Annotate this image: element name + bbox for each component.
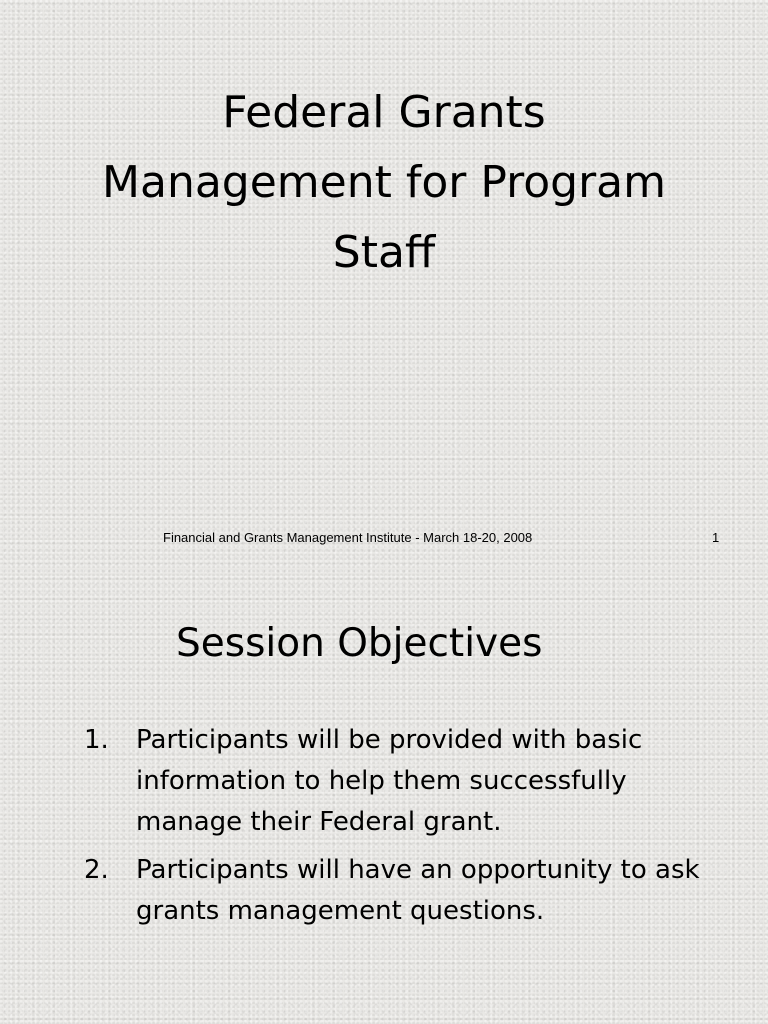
title-line: Management for Program <box>102 157 666 208</box>
slide-footer: Financial and Grants Management Institute - March 18-20, 2008 <box>163 530 533 545</box>
title-line: Federal Grants <box>222 87 546 138</box>
presentation-title <box>40 78 728 288</box>
item-number: 1. <box>84 725 109 755</box>
title-line: Staff <box>332 227 436 278</box>
item-text: Participants will be provided with basic information to help them successfully manage their Federal grant. <box>136 725 643 837</box>
item-text: Participants will have an opportunity to ask grants management questions. <box>136 855 700 926</box>
list-item <box>84 720 724 843</box>
slide-title: Session Objectives <box>176 621 543 666</box>
objectives-list <box>84 720 724 939</box>
objectives-slide <box>0 576 768 1024</box>
page-number: 1 <box>712 530 720 545</box>
item-number: 2. <box>84 855 109 885</box>
list-item <box>84 850 724 932</box>
